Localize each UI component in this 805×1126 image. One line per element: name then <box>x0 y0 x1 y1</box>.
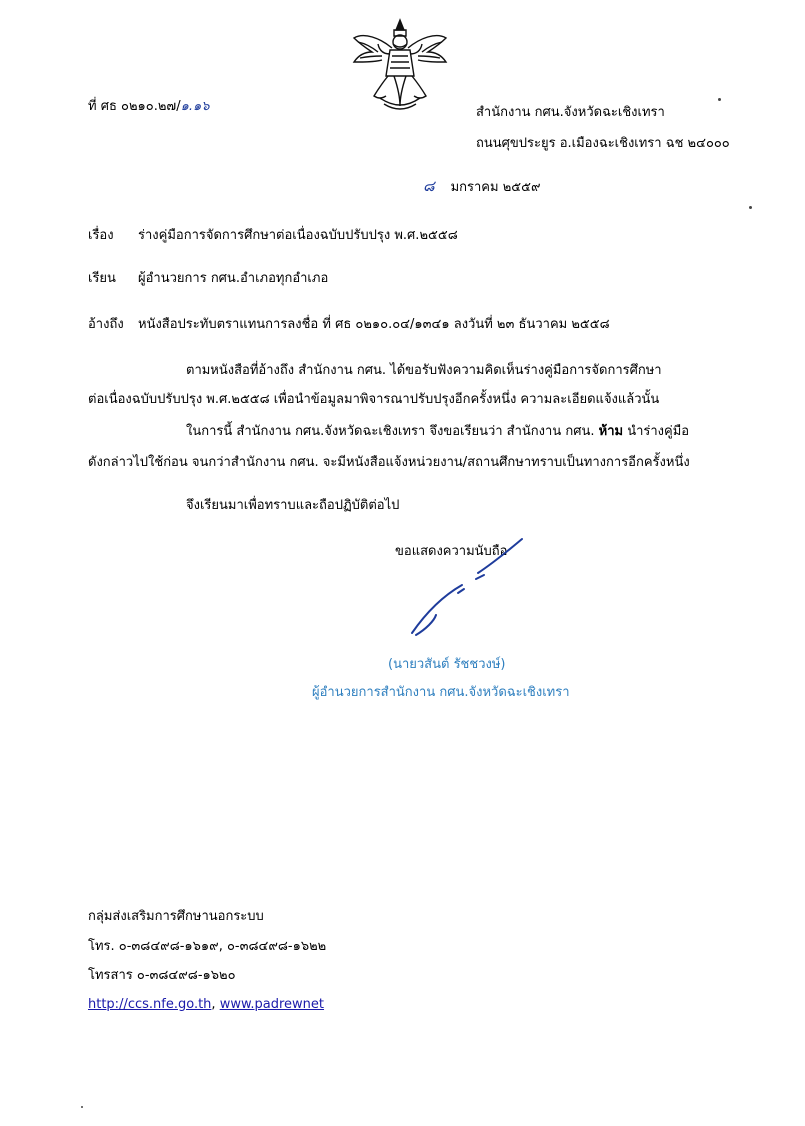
body-paragraph-1-line-1: ตามหนังสือที่อ้างถึง สำนักงาน กศน. ได้ขอรับฟังความคิดเห็นร่างคู่มือการจัดการศึกษา <box>186 363 662 378</box>
prohibition-keyword: ห้าม <box>598 424 624 439</box>
contact-phone: โทร. ๐-๓๘๔๙๘-๑๖๑๙, ๐-๓๘๔๙๘-๑๖๒๒ <box>88 939 327 954</box>
subject-label: เรื่อง <box>88 228 114 243</box>
contact-unit: กลุ่มส่งเสริมการศึกษานอกระบบ <box>88 909 264 924</box>
paragraph-2-text-after: นำร่างคู่มือ <box>623 424 690 439</box>
closing-salutation: ขอแสดงความนับถือ <box>395 544 508 559</box>
scan-speck <box>749 206 752 209</box>
handwritten-signature <box>400 535 530 640</box>
website-link-ccs[interactable]: http://ccs.nfe.go.th <box>88 997 212 1012</box>
contact-links <box>88 998 324 1011</box>
addressee-label: เรียน <box>88 271 116 286</box>
reference-text: หนังสือประทับตราแทนการลงชื่อ ที่ ศธ ๐๒๑๐.๐๔/๑๓๔๑ ลงวันที่ ๒๓ ธันวาคม ๒๕๕๘ <box>138 317 610 332</box>
body-paragraph-2-line-1 <box>186 425 689 438</box>
paragraph-2-text-before: ในการนี้ สำนักงาน กศน.จังหวัดฉะเชิงเทรา จึงขอเรียนว่า สำนักงาน กศน. <box>186 424 599 439</box>
signer-name: (นายวสันต์ รัชชวงษ์) <box>388 657 506 672</box>
closing-request: จึงเรียนมาเพื่อทราบและถือปฏิบัติต่อไป <box>186 498 400 513</box>
garuda-emblem-icon <box>350 18 450 116</box>
office-name: สำนักงาน กศน.จังหวัดฉะเชิงเทรา <box>476 105 665 120</box>
scan-speck <box>81 1106 83 1108</box>
document-date <box>423 179 540 194</box>
document-number-handwritten: ๑.๑๖ <box>180 99 210 114</box>
signer-position: ผู้อำนวยการสำนักงาน กศน.จังหวัดฉะเชิงเทรา <box>312 685 570 700</box>
document-number-printed: ที่ ศธ ๐๒๑๐.๒๗/ <box>88 99 181 114</box>
date-day-handwritten: ๘ <box>423 177 435 195</box>
scan-speck <box>718 98 721 101</box>
date-month-year: มกราคม ๒๕๕๙ <box>450 180 541 195</box>
link-separator: , <box>211 997 220 1012</box>
subject-text: ร่างคู่มือการจัดการศึกษาต่อเนื่องฉบับปรับปรุง พ.ศ.๒๕๕๘ <box>138 228 458 243</box>
contact-fax: โทรสาร ๐-๓๘๔๙๘-๑๖๒๐ <box>88 968 236 983</box>
body-paragraph-2-line-2: ดังกล่าวไปใช้ก่อน จนกว่าสำนักงาน กศน. จะมีหนังสือแจ้งหน่วยงาน/สถานศึกษาทราบเป็นทางการอีกครั้งหนึ่ง <box>88 455 690 470</box>
website-link-padrew[interactable]: www.padrewnet <box>219 997 325 1012</box>
body-paragraph-1-line-2: ต่อเนื่องฉบับปรับปรุง พ.ศ.๒๕๕๘ เพื่อนำข้อมูลมาพิจารณาปรับปรุงอีกครั้งหนึ่ง ความละเอียดแจ้งแล้วนั้น <box>88 392 660 407</box>
document-number <box>88 100 209 113</box>
office-address: ถนนศุขประยูร อ.เมืองฉะเชิงเทรา ฉช ๒๔๐๐๐ <box>476 136 730 151</box>
addressee-text: ผู้อำนวยการ กศน.อำเภอทุกอำเภอ <box>138 271 329 286</box>
reference-label: อ้างถึง <box>88 317 124 332</box>
